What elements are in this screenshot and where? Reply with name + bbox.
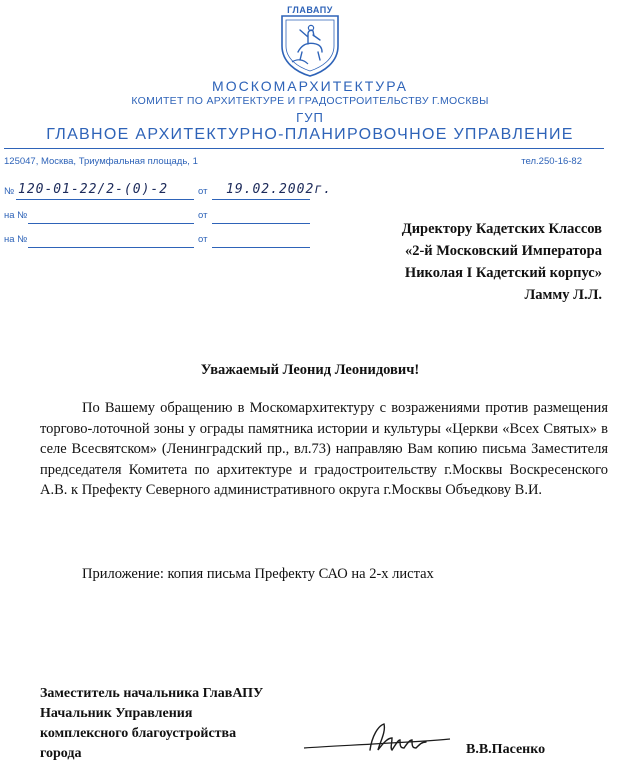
department-name: ГЛАВНОЕ АРХИТЕКТУРНО-ПЛАНИРОВОЧНОЕ УПРАВЛЕНИЕ <box>46 126 574 143</box>
reference-date-label: от <box>198 210 208 221</box>
reference-date-label: от <box>198 234 208 245</box>
letterhead-divider <box>4 148 604 149</box>
address: 125047, Москва, Триумфальная площадь, 1 <box>4 156 198 167</box>
recipient-line: Николая I Кадетский корпус» <box>404 265 602 281</box>
date-line <box>212 199 310 200</box>
registration-row <box>4 182 332 200</box>
reference-number-line <box>28 247 194 248</box>
handwritten-signature <box>300 712 460 764</box>
number-label: № <box>4 186 15 197</box>
letter-body: По Вашему обращению в Москомархитектуру с возражениями против размещения торгово-лоточной зоны у ограды памятника истории и культуры «Церкви «Всех Святых» в селе Всесвятском» (Ленинградский пр., вл.73) направляю Вам копию письма Заместителя председателя Комитета по архитектуре и градостроительству г.Москвы Воскресенского А.В. к Префекту Северного административного округа г.Москвы Объедкову В.И. <box>40 400 608 498</box>
reference-number-line <box>28 223 194 224</box>
recipient-line: «2-й Московский Императора <box>404 243 602 259</box>
number-line <box>16 199 194 200</box>
recipient-block <box>402 218 602 306</box>
recipient-line: Ламму Л.Л. <box>524 287 602 303</box>
committee-name: КОМИТЕТ ПО АРХИТЕКТУРЕ И ГРАДОСТРОИТЕЛЬСТВУ Г.МОСКВЫ <box>131 95 489 107</box>
salutation: Уважаемый Леонид Леонидович! <box>200 362 420 378</box>
signatory-title <box>40 684 263 764</box>
gup-label: ГУП <box>296 110 324 125</box>
organization-name: МОСКОМАРХИТЕКТУРА <box>212 78 408 94</box>
reference-date-line <box>212 247 310 248</box>
recipient-line: Директору Кадетских Классов <box>401 221 602 237</box>
reference-label: на № <box>4 210 28 221</box>
signatory-line: комплексного благоустройства <box>40 726 237 741</box>
reference-row-2 <box>4 234 324 248</box>
reference-date-line <box>212 223 310 224</box>
reference-label: на № <box>4 234 28 245</box>
signatory-line: города <box>40 746 82 761</box>
attachment-note: Приложение: копия письма Префекту САО на 2-х листах <box>82 566 434 582</box>
signer-name: В.В.Пасенко <box>466 742 546 757</box>
date-label: от <box>198 186 208 197</box>
reference-row-1 <box>4 210 324 224</box>
signatory-line: Заместитель начальника ГлавАПУ <box>40 686 264 701</box>
phone: тел.250-16-82 <box>521 156 582 167</box>
emblem-label: ГЛАВАПУ <box>287 5 333 15</box>
signatory-line: Начальник Управления <box>40 706 193 721</box>
moscow-coat-of-arms-icon <box>278 4 342 78</box>
handwritten-number: 120-01-22/2-(0)-2 <box>18 182 169 197</box>
handwritten-date: 19.02.2002г. <box>226 182 332 197</box>
